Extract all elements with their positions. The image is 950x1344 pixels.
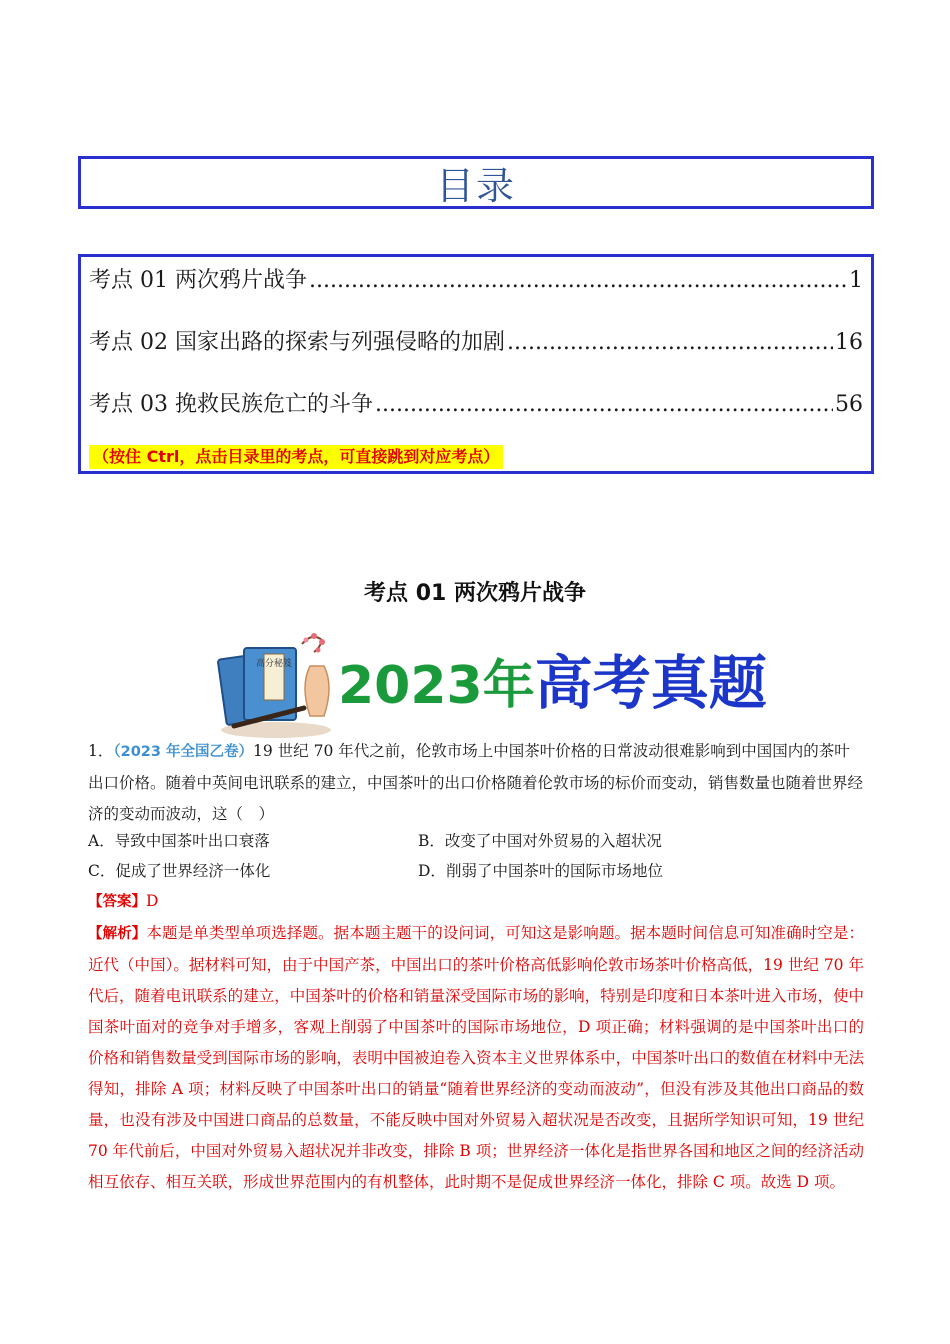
- question-source: （2023 年全国乙卷）: [113, 744, 254, 760]
- option-key: D．: [418, 862, 446, 880]
- toc-item-page: 16: [835, 330, 863, 355]
- option-b[interactable]: [418, 826, 662, 857]
- answer-line: [88, 886, 158, 918]
- toc-ctrl-hint: （按住 Ctrl，点击目录里的考点，可直接跳到对应考点）: [89, 445, 503, 469]
- toc-item-2[interactable]: [89, 325, 863, 355]
- option-c[interactable]: [88, 856, 270, 887]
- question-number: 1．: [88, 742, 114, 760]
- option-key: B．: [418, 832, 445, 850]
- section-title: 考点 01 两次鸦片战争: [364, 581, 586, 606]
- toc-title-box: [78, 156, 874, 209]
- toc-leader-dots: [375, 392, 833, 417]
- toc-item-label: 考点 01 两次鸦片战争: [89, 268, 307, 293]
- toc-leader-dots: [507, 330, 833, 355]
- toc-item-label: 考点 03 挽救民族危亡的斗争: [89, 392, 373, 417]
- option-text: 导致中国茶叶出口衰落: [114, 832, 270, 850]
- answer-value: D: [146, 892, 159, 910]
- book-spine-label: 高分秘笈: [255, 659, 293, 669]
- analysis-text: 本题是单类型单项选择题。据本题主题干的设问词，可知这是影响题。据本题时间信息可知准确时空是：近代（中国）。据材料可知，由于中国产茶，中国出口的茶叶价格高低影响伦敦市场茶叶价格高低，19 世纪 70 年代后，随着电讯联系的建立，中国茶叶的价格和销量深受国际市场的影响，特别是印度和日本茶叶进入市场，使中国茶叶面对的竞争对手增多，客观上削弱了中国茶叶的国际市场地位，D 项正确；材料强调的是中国茶叶出口的价格和销售数量受到国际市场的影响，表明中国被迫卷入资本主义世界体系中，中国茶叶出口的数值在材料中无法得知，排除 A 项；材料反映了中国茶叶出口的销量“随着世界经济的变动而波动”，但没有涉及其他出口商品的数量，也没有涉及中国进口商品的总数量，不能反映中国对外贸易入超状况是否改变，且据所学知识可知，19 世纪 70 年代前后，中国对外贸易入超状况并非改变，排除 B 项；世界经济一体化是指世界各国和地区之间的经济活动相互依存、相互关联，形成世界范围内的有机整体，此时期不是促成世界经济一体化，排除 C 项。故选 D 项。: [88, 924, 865, 1191]
- toc-item-label: 考点 02 国家出路的探索与列强侵略的加剧: [89, 330, 505, 355]
- toc-item-page: 56: [835, 392, 863, 417]
- analysis-tag: 【解析】: [88, 926, 147, 942]
- question-text: 19 世纪 70 年代之前，伦敦市场上中国茶叶价格的日常波动很难影响到中国国内的茶叶出口价格。随着中英间电讯联系的建立，中国茶叶的出口价格随着伦敦市场的标价而变动，销售数量也随着世界经济的变动而波动，这（ ）: [88, 742, 864, 823]
- banner-title: 高考真题: [534, 649, 767, 717]
- question-stem: [88, 736, 864, 830]
- option-text: 削弱了中国茶叶的国际市场地位: [445, 862, 663, 880]
- banner-heading: [338, 648, 767, 721]
- toc-title: 目录: [435, 164, 516, 208]
- answer-tag: 【答案】: [88, 894, 146, 910]
- toc-leader-dots: [309, 268, 847, 293]
- option-text: 促成了世界经济一体化: [115, 862, 271, 880]
- toc-item-3[interactable]: [89, 387, 863, 417]
- option-key: C．: [88, 862, 116, 880]
- books-illustration-icon: [214, 626, 339, 742]
- analysis-paragraph: [88, 918, 864, 1198]
- option-d[interactable]: [418, 856, 663, 887]
- toc-item-page: 1: [849, 268, 863, 293]
- option-a[interactable]: [88, 826, 270, 857]
- banner-year: 2023年: [338, 656, 535, 716]
- toc-item-1[interactable]: [89, 263, 863, 293]
- option-text: 改变了中国对外贸易的入超状况: [444, 832, 662, 850]
- toc-box: [78, 254, 874, 474]
- exam-banner: [214, 626, 767, 742]
- option-key: A．: [88, 832, 115, 850]
